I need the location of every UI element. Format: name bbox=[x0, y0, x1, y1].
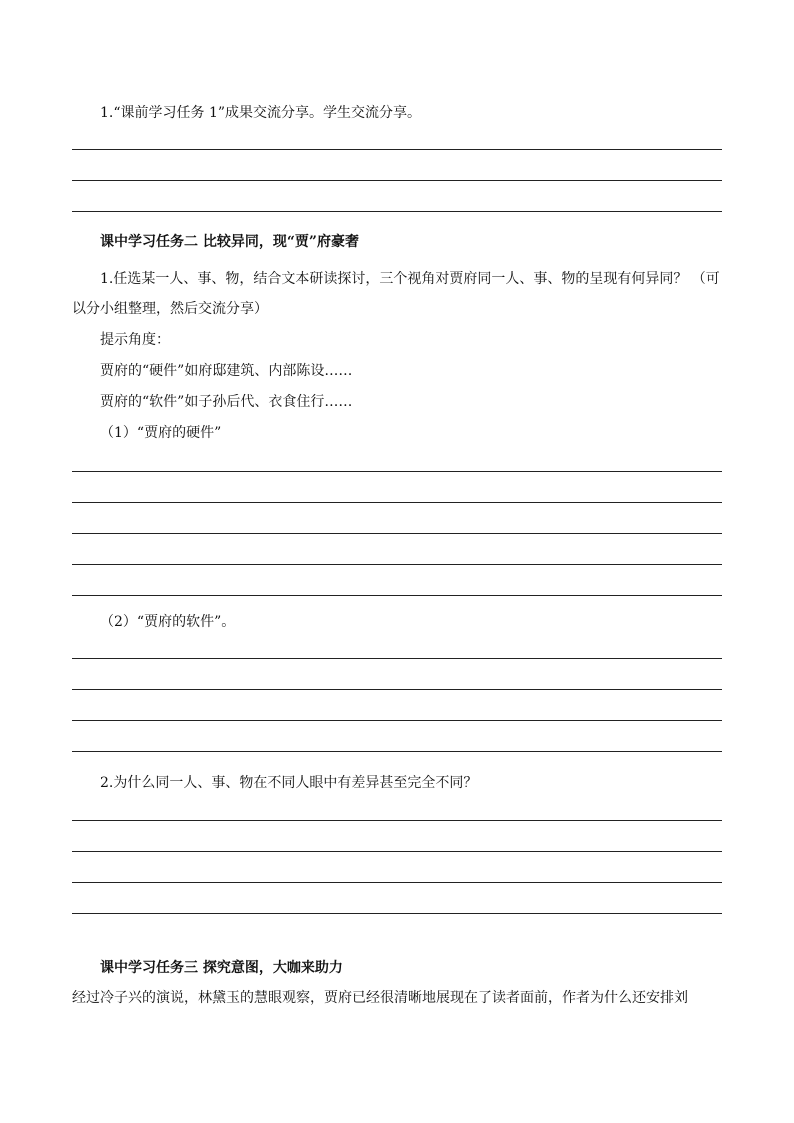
answer-line bbox=[72, 720, 722, 721]
answer-line bbox=[72, 533, 722, 534]
answer-line bbox=[72, 689, 722, 690]
hint-label: 提示角度： bbox=[100, 332, 170, 348]
task2-question-1-cont: 以分小组整理，然后交流分享） bbox=[72, 301, 268, 317]
answer-line bbox=[72, 820, 722, 821]
answer-line bbox=[72, 882, 722, 883]
task2-heading: 课中学习任务二 比较异同，现“贾”府豪奢 bbox=[100, 234, 359, 250]
hint-hardware: 贾府的“硬件”如府邸建筑、内部陈设…… bbox=[100, 363, 353, 379]
answer-line bbox=[72, 471, 722, 472]
answer-line bbox=[72, 913, 722, 914]
answer-line bbox=[72, 149, 722, 150]
hint-software: 贾府的“软件”如子孙后代、衣食住行…… bbox=[100, 394, 353, 410]
subquestion-2: （2）“贾府的软件”。 bbox=[100, 614, 236, 630]
answer-line bbox=[72, 751, 722, 752]
subquestion-1: （1）“贾府的硬件” bbox=[100, 425, 222, 441]
task2-question-2: 2.为什么同一人、事、物在不同人眼中有差异甚至完全不同？ bbox=[100, 775, 478, 791]
task1-item-1: 1.“课前学习任务 1”成果交流分享。学生交流分享。 bbox=[100, 105, 422, 121]
answer-line bbox=[72, 851, 722, 852]
answer-line bbox=[72, 180, 722, 181]
task3-heading: 课中学习任务三 探究意图，大咖来助力 bbox=[100, 960, 343, 976]
task3-text: 经过冷子兴的演说，林黛玉的慧眼观察，贾府已经很清晰地展现在了读者面前，作者为什么还安排刘 bbox=[72, 990, 688, 1006]
answer-line bbox=[72, 658, 722, 659]
answer-line bbox=[72, 502, 722, 503]
answer-line bbox=[72, 211, 722, 212]
task2-question-1: 1.任选某一人、事、物，结合文本研读探讨，三个视角对贾府同一人、事、物的呈现有何异同？ （可 bbox=[100, 271, 720, 287]
answer-line bbox=[72, 595, 722, 596]
answer-line bbox=[72, 564, 722, 565]
